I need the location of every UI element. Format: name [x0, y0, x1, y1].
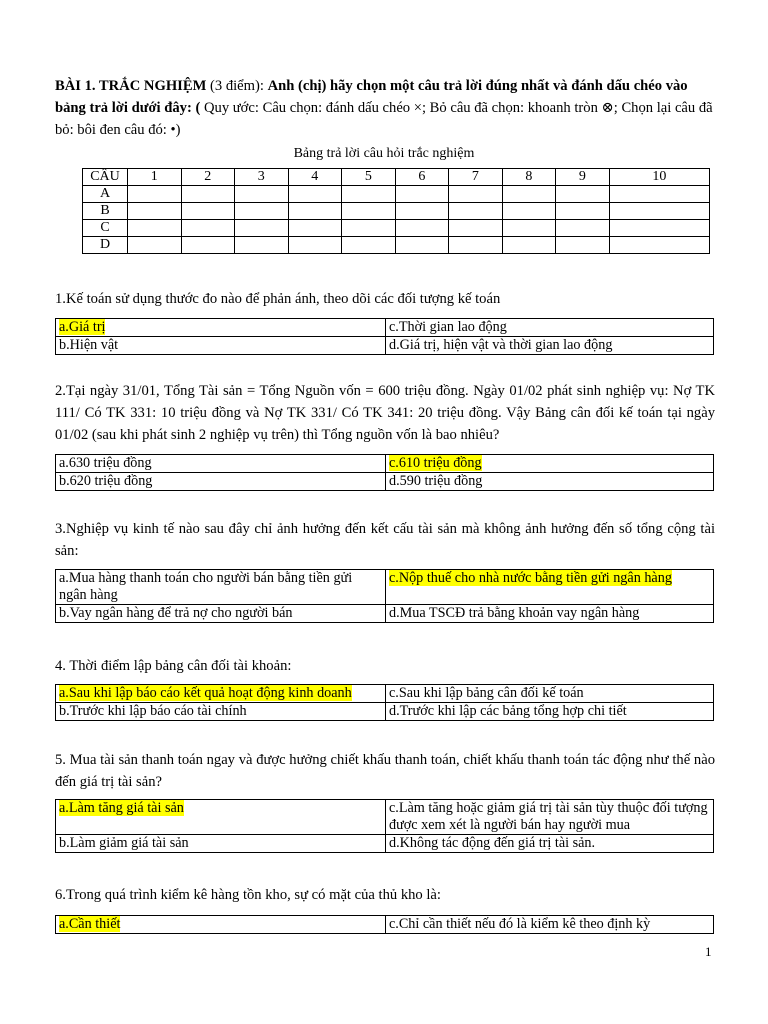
- row-label: D: [83, 237, 128, 254]
- option-a[interactable]: [56, 916, 386, 934]
- answer-cell[interactable]: [556, 220, 610, 237]
- answer-cell[interactable]: [395, 203, 449, 220]
- question-3-options: [55, 569, 714, 623]
- answer-table: [82, 168, 710, 254]
- header-cell: 7: [449, 169, 503, 186]
- answer-cell[interactable]: [128, 220, 182, 237]
- exercise-title: BÀI 1. TRẮC NGHIỆM: [55, 78, 207, 94]
- answer-cell[interactable]: [449, 186, 503, 203]
- header-cell: 6: [395, 169, 449, 186]
- option-b[interactable]: b.Làm giảm giá tài sản: [56, 835, 386, 853]
- option-d[interactable]: d.590 triệu đồng: [386, 473, 714, 491]
- highlighted-answer: c.Nộp thuế cho nhà nước bằng tiền gửi ngân hàng: [389, 570, 672, 586]
- answer-row-c: [83, 220, 710, 237]
- option-c[interactable]: c.Chỉ cần thiết nếu đó là kiểm kê theo định kỳ: [386, 916, 714, 934]
- answer-cell[interactable]: [342, 237, 396, 254]
- highlighted-answer: a.Giá trị: [59, 319, 106, 335]
- header-cell: 8: [502, 169, 556, 186]
- question-4-options: [55, 684, 714, 721]
- answer-cell[interactable]: [342, 186, 396, 203]
- header-cell: 5: [342, 169, 396, 186]
- answer-cell[interactable]: [502, 220, 556, 237]
- answer-cell[interactable]: [128, 237, 182, 254]
- question-1-options: [55, 318, 714, 355]
- option-b[interactable]: b.Trước khi lập báo cáo tài chính: [56, 703, 386, 721]
- answer-cell[interactable]: [395, 237, 449, 254]
- question-3-text: 3.Nghiệp vụ kinh tế nào sau đây chỉ ảnh hưởng đến kết cấu tài sản mà không ảnh hưởng đến số tổng cộng tài sản:: [55, 521, 715, 559]
- answer-cell[interactable]: [556, 203, 610, 220]
- option-b[interactable]: b.620 triệu đồng: [56, 473, 386, 491]
- answer-row-a: [83, 186, 710, 203]
- question-1-text: 1.Kế toán sử dụng thước đo nào để phản ánh, theo dõi các đối tượng kế toán: [55, 291, 501, 307]
- option-d[interactable]: d.Trước khi lập các bảng tổng hợp chi tiết: [386, 703, 714, 721]
- answer-cell[interactable]: [556, 186, 610, 203]
- exercise-instructions: [55, 75, 715, 141]
- answer-cell[interactable]: [235, 203, 289, 220]
- option-c[interactable]: c.Thời gian lao động: [386, 319, 714, 337]
- answer-cell[interactable]: [342, 220, 396, 237]
- answer-cell[interactable]: [609, 220, 709, 237]
- answer-cell[interactable]: [502, 186, 556, 203]
- answer-cell[interactable]: [288, 203, 342, 220]
- answer-cell[interactable]: [449, 203, 503, 220]
- question-6-options: [55, 915, 714, 934]
- answer-cell[interactable]: [128, 186, 182, 203]
- answer-cell[interactable]: [235, 220, 289, 237]
- header-cell: CÂU: [83, 169, 128, 186]
- option-a[interactable]: a.630 triệu đồng: [56, 455, 386, 473]
- answer-cell[interactable]: [609, 237, 709, 254]
- header-cell: 3: [235, 169, 289, 186]
- option-c[interactable]: c.Sau khi lập bảng cân đối kế toán: [386, 685, 714, 703]
- answer-cell[interactable]: [449, 220, 503, 237]
- option-c[interactable]: [386, 570, 714, 605]
- question-5-options: [55, 799, 714, 853]
- answer-cell[interactable]: [181, 203, 235, 220]
- answer-cell[interactable]: [556, 237, 610, 254]
- option-a[interactable]: [56, 800, 386, 835]
- option-c[interactable]: [386, 455, 714, 473]
- option-d[interactable]: d.Mua TSCĐ trả bằng khoản vay ngân hàng: [386, 605, 714, 623]
- question-2-text: 2.Tại ngày 31/01, Tổng Tài sản = Tổng Nguồn vốn = 600 triệu đồng. Ngày 01/02 phát sinh nghiệp vụ: Nợ TK 111/ Có TK 331: 10 triệu đồng và Nợ TK 331/ Có TK 341: 20 triệu đồng. Vậy Bảng cân đối kế toán tại ngày 01/02 (sau khi phát sinh 2 nghiệp vụ trên) thì Tổng nguồn vốn là bao nhiêu?: [55, 383, 715, 443]
- option-d[interactable]: d.Giá trị, hiện vật và thời gian lao động: [386, 337, 714, 355]
- answer-cell[interactable]: [395, 220, 449, 237]
- header-cell: 1: [128, 169, 182, 186]
- answer-cell[interactable]: [235, 186, 289, 203]
- question-4-text: 4. Thời điểm lập bảng cân đối tài khoản:: [55, 658, 292, 674]
- answer-cell[interactable]: [342, 203, 396, 220]
- answer-cell[interactable]: [288, 237, 342, 254]
- answer-row-b: [83, 203, 710, 220]
- question-6-text: 6.Trong quá trình kiểm kê hàng tồn kho, sự có mặt của thủ kho là:: [55, 887, 441, 903]
- answer-cell[interactable]: [235, 237, 289, 254]
- header-cell: 2: [181, 169, 235, 186]
- answer-cell[interactable]: [288, 220, 342, 237]
- answer-cell[interactable]: [502, 237, 556, 254]
- exercise-directive: Anh (chị) hãy chọn một câu trả lời đúng nhất và đánh dấu chéo vào bảng trả lời dưới đây: (: [55, 78, 688, 116]
- option-d[interactable]: d.Không tác động đến giá trị tài sản.: [386, 835, 714, 853]
- answer-cell[interactable]: [181, 186, 235, 203]
- highlighted-answer: a.Cần thiết: [59, 916, 121, 932]
- answer-table-header: [83, 169, 710, 186]
- header-cell: 4: [288, 169, 342, 186]
- answer-row-d: [83, 237, 710, 254]
- answer-cell[interactable]: [181, 220, 235, 237]
- page-number: 1: [705, 944, 712, 959]
- question-2-options: [55, 454, 714, 491]
- exercise-points: (3 điểm):: [206, 78, 268, 94]
- highlighted-answer: c.610 triệu đồng: [389, 455, 482, 471]
- answer-cell[interactable]: [502, 203, 556, 220]
- answer-cell[interactable]: [609, 203, 709, 220]
- highlighted-answer: a.Sau khi lập báo cáo kết quả hoạt động kinh doanh: [59, 685, 352, 701]
- question-5-text: 5. Mua tài sản thanh toán ngay và được hưởng chiết khấu thanh toán, chiết khấu thanh toán tác động như thế nào đến giá trị tài sản?: [55, 752, 715, 790]
- option-a[interactable]: [56, 319, 386, 337]
- answer-cell[interactable]: [449, 237, 503, 254]
- answer-table-caption: Bảng trả lời câu hỏi trắc nghiệm: [293, 146, 475, 161]
- row-label: C: [83, 220, 128, 237]
- answer-cell[interactable]: [181, 237, 235, 254]
- highlighted-answer: a.Làm tăng giá tài sản: [59, 800, 184, 816]
- answer-cell[interactable]: [288, 186, 342, 203]
- row-label: A: [83, 186, 128, 203]
- answer-cell[interactable]: [609, 186, 709, 203]
- option-c[interactable]: c.Làm tăng hoặc giảm giá trị tài sản tùy thuộc đối tượng được xem xét là người bán hay người mua: [386, 800, 714, 835]
- answer-cell[interactable]: [128, 203, 182, 220]
- answer-cell[interactable]: [395, 186, 449, 203]
- option-a[interactable]: a.Mua hàng thanh toán cho người bán bằng tiền gửi ngân hàng: [56, 570, 386, 605]
- header-cell: 9: [556, 169, 610, 186]
- exercise-convention: Quy ước: Câu chọn: đánh dấu chéo ×; Bỏ câu đã chọn: khoanh tròn ⊗; Chọn lại câu đã bỏ: bôi đen câu đó: •): [55, 100, 713, 138]
- header-cell: 10: [609, 169, 709, 186]
- option-a[interactable]: [56, 685, 386, 703]
- option-b[interactable]: b.Vay ngân hàng để trả nợ cho người bán: [56, 605, 386, 623]
- option-b[interactable]: b.Hiện vật: [56, 337, 386, 355]
- row-label: B: [83, 203, 128, 220]
